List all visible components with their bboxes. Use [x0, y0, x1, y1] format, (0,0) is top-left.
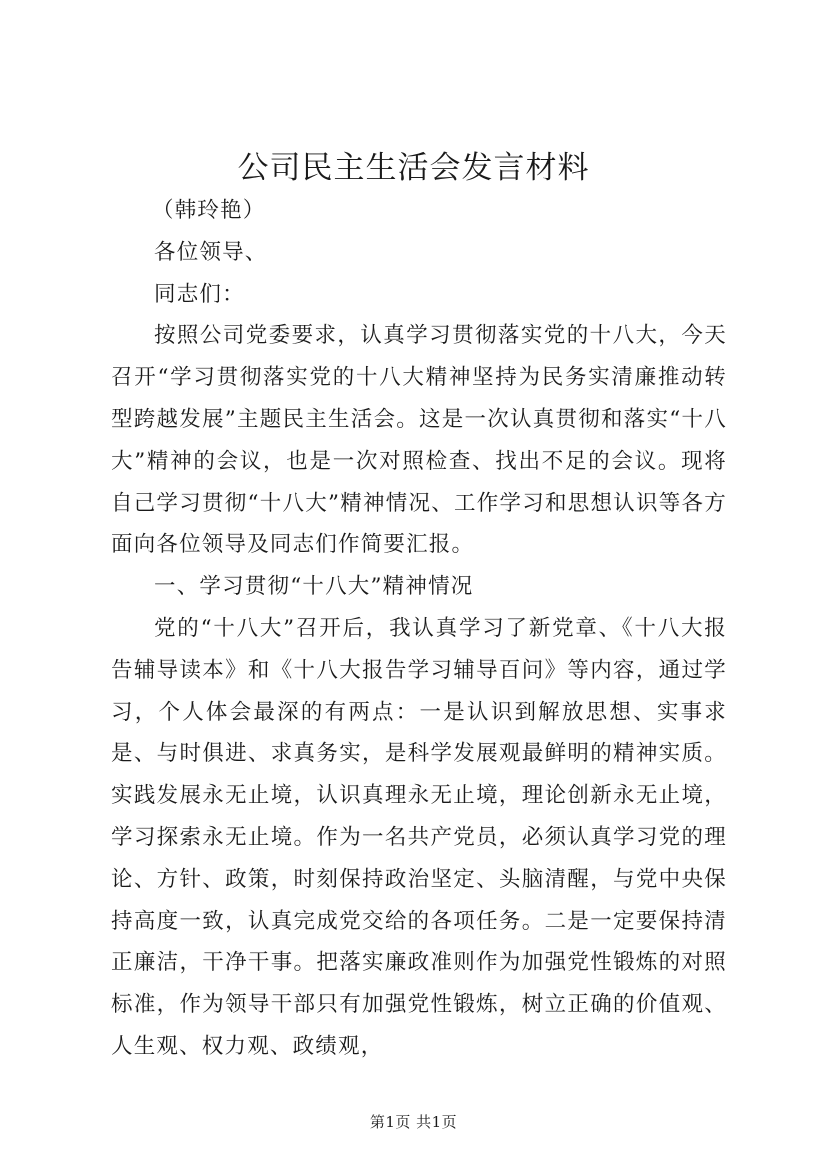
- paragraph-intro: 按照公司党委要求，认真学习贯彻落实党的十八大，今天召开“学习贯彻落实党的十八大精神坚持为民务实清廉推动转型跨越发展”主题民主生活会。这是一次认真贯彻和落实“十八大”精神的会议，也是一次对照检查、找出不足的会议。现将自己学习贯彻“十八大”精神情况、工作学习和思想认识等各方面向各位领导及同志们作简要汇报。: [111, 323, 727, 558]
- page-footer: 第1页 共1页: [369, 1113, 458, 1131]
- salutation-comrades: 同志们：: [154, 281, 245, 307]
- author-line: （韩玲艳）: [152, 198, 266, 223]
- salutation-leaders: 各位领导、: [154, 239, 268, 265]
- section-heading-1: 一、学习贯彻“十八大”精神情况: [154, 574, 474, 600]
- document-title: 公司民主生活会发言材料: [237, 150, 590, 186]
- document-body: [111, 190, 727, 1068]
- paragraph-section-1: 党的“十八大”召开后，我认真学习了新党章、《十八大报告辅导读本》和《十八大报告学习辅导百问》等内容，通过学习，个人体会最深的有两点：一是认识到解放思想、实事求是、与时俱进、求真务实，是科学发展观最鲜明的精神实质。实践发展永无止境，认识真理永无止境，理论创新永无止境，学习探索永无止境。作为一名共产党员，必须认真学习党的理论、方针、政策，时刻保持政治坚定、头脑清醒，与党中央保持高度一致，认真完成党交给的各项任务。二是一定要保持清正廉洁，干净干事。把落实廉政准则作为加强党性锻炼的对照标准，作为领导干部只有加强党性锻炼，树立正确的价值观、人生观、权力观、政绩观，: [111, 615, 727, 1059]
